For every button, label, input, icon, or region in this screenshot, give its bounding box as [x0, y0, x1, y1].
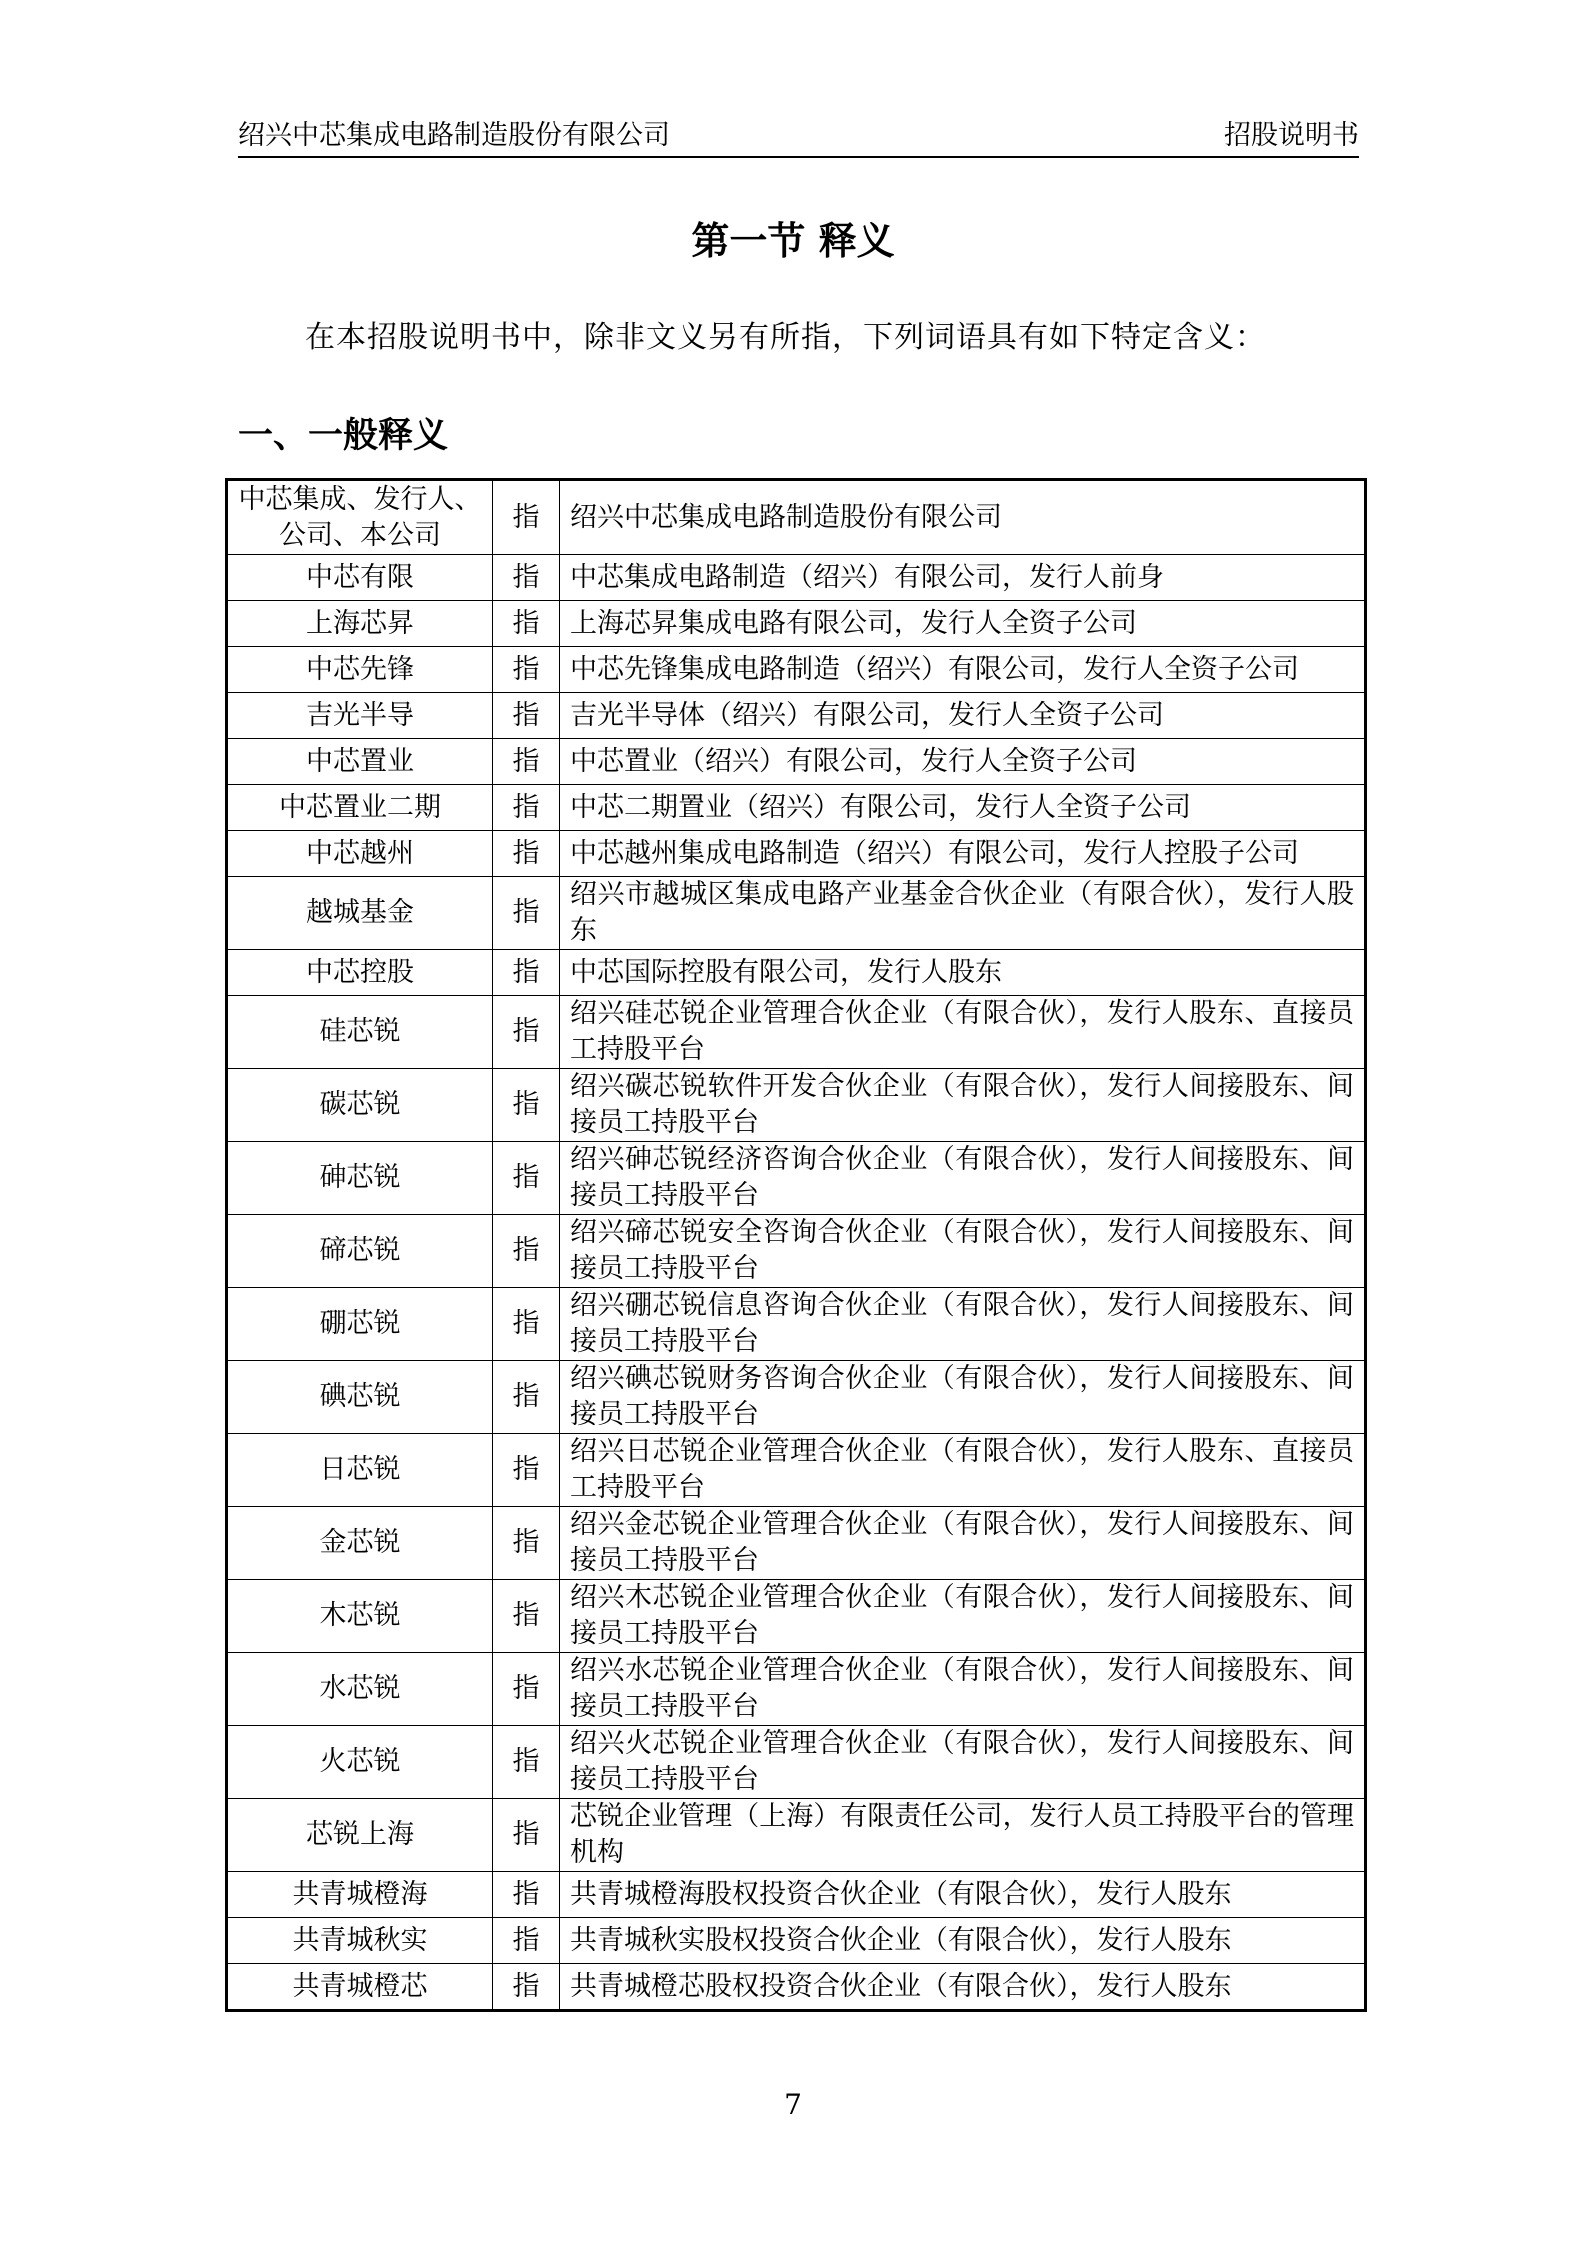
term-cell: 共青城橙芯 [227, 1964, 493, 2011]
refers-cell: 指 [493, 1964, 560, 2011]
meaning-cell: 绍兴市越城区集成电路产业基金合伙企业（有限合伙），发行人股东 [560, 877, 1366, 950]
meaning-cell: 共青城橙海股权投资合伙企业（有限合伙），发行人股东 [560, 1872, 1366, 1918]
meaning-cell: 中芯国际控股有限公司，发行人股东 [560, 950, 1366, 996]
refers-cell: 指 [493, 1288, 560, 1361]
term-cell: 日芯锐 [227, 1434, 493, 1507]
table-row [227, 1580, 1366, 1653]
term-cell: 碳芯锐 [227, 1069, 493, 1142]
refers-cell: 指 [493, 1361, 560, 1434]
term-cell: 中芯置业二期 [227, 785, 493, 831]
term-cell: 金芯锐 [227, 1507, 493, 1580]
page-title: 第一节 释义 [691, 219, 895, 263]
refers-cell: 指 [493, 1142, 560, 1215]
meaning-cell: 绍兴水芯锐企业管理合伙企业（有限合伙），发行人间接股东、间接员工持股平台 [560, 1653, 1366, 1726]
meaning-cell: 绍兴碳芯锐软件开发合伙企业（有限合伙），发行人间接股东、间接员工持股平台 [560, 1069, 1366, 1142]
table-row [227, 1918, 1366, 1964]
refers-cell: 指 [493, 1434, 560, 1507]
term-cell: 上海芯昇 [227, 601, 493, 647]
section-heading: 一、一般释义 [238, 416, 449, 456]
term-cell: 中芯控股 [227, 950, 493, 996]
meaning-cell: 绍兴日芯锐企业管理合伙企业（有限合伙），发行人股东、直接员工持股平台 [560, 1434, 1366, 1507]
term-cell: 中芯集成、发行人、公司、本公司 [227, 480, 493, 555]
refers-cell: 指 [493, 739, 560, 785]
meaning-cell: 中芯先锋集成电路制造（绍兴）有限公司，发行人全资子公司 [560, 647, 1366, 693]
term-cell: 中芯越州 [227, 831, 493, 877]
table-row [227, 1964, 1366, 2011]
refers-cell: 指 [493, 1507, 560, 1580]
header-doc-type: 招股说明书 [1224, 120, 1359, 151]
term-cell: 越城基金 [227, 877, 493, 950]
table-row [227, 1726, 1366, 1799]
term-cell: 芯锐上海 [227, 1799, 493, 1872]
meaning-cell: 中芯越州集成电路制造（绍兴）有限公司，发行人控股子公司 [560, 831, 1366, 877]
intro-paragraph: 在本招股说明书中，除非文义另有所指，下列词语具有如下特定含义： [305, 320, 1266, 355]
term-cell: 硅芯锐 [227, 996, 493, 1069]
term-cell: 中芯有限 [227, 555, 493, 601]
term-cell: 硼芯锐 [227, 1288, 493, 1361]
meaning-cell: 上海芯昇集成电路有限公司，发行人全资子公司 [560, 601, 1366, 647]
meaning-cell: 绍兴碘芯锐财务咨询合伙企业（有限合伙），发行人间接股东、间接员工持股平台 [560, 1361, 1366, 1434]
refers-cell: 指 [493, 1918, 560, 1964]
refers-cell: 指 [493, 877, 560, 950]
table-row [227, 1653, 1366, 1726]
meaning-cell: 绍兴硼芯锐信息咨询合伙企业（有限合伙），发行人间接股东、间接员工持股平台 [560, 1288, 1366, 1361]
table-row [227, 739, 1366, 785]
refers-cell: 指 [493, 555, 560, 601]
table-row [227, 1434, 1366, 1507]
term-cell: 碲芯锐 [227, 1215, 493, 1288]
refers-cell: 指 [493, 785, 560, 831]
table-row [227, 996, 1366, 1069]
term-cell: 砷芯锐 [227, 1142, 493, 1215]
refers-cell: 指 [493, 831, 560, 877]
refers-cell: 指 [493, 950, 560, 996]
table-row [227, 693, 1366, 739]
refers-cell: 指 [493, 647, 560, 693]
table-row [227, 480, 1366, 555]
term-cell: 吉光半导 [227, 693, 493, 739]
meaning-cell: 绍兴砷芯锐经济咨询合伙企业（有限合伙），发行人间接股东、间接员工持股平台 [560, 1142, 1366, 1215]
term-cell: 共青城秋实 [227, 1918, 493, 1964]
refers-cell: 指 [493, 1653, 560, 1726]
table-row [227, 1069, 1366, 1142]
meaning-cell: 共青城橙芯股权投资合伙企业（有限合伙），发行人股东 [560, 1964, 1366, 2011]
meaning-cell: 绍兴碲芯锐安全咨询合伙企业（有限合伙），发行人间接股东、间接员工持股平台 [560, 1215, 1366, 1288]
table-row [227, 1361, 1366, 1434]
table-row [227, 831, 1366, 877]
table-row [227, 555, 1366, 601]
meaning-cell: 中芯二期置业（绍兴）有限公司，发行人全资子公司 [560, 785, 1366, 831]
meaning-cell: 绍兴木芯锐企业管理合伙企业（有限合伙），发行人间接股东、间接员工持股平台 [560, 1580, 1366, 1653]
meaning-cell: 绍兴硅芯锐企业管理合伙企业（有限合伙），发行人股东、直接员工持股平台 [560, 996, 1366, 1069]
refers-cell: 指 [493, 1799, 560, 1872]
meaning-cell: 中芯置业（绍兴）有限公司，发行人全资子公司 [560, 739, 1366, 785]
table-row [227, 601, 1366, 647]
refers-cell: 指 [493, 1215, 560, 1288]
table-row [227, 1507, 1366, 1580]
meaning-cell: 绍兴火芯锐企业管理合伙企业（有限合伙），发行人间接股东、间接员工持股平台 [560, 1726, 1366, 1799]
term-cell: 火芯锐 [227, 1726, 493, 1799]
definitions-table [225, 478, 1367, 2012]
term-cell: 共青城橙海 [227, 1872, 493, 1918]
table-row [227, 647, 1366, 693]
refers-cell: 指 [493, 1726, 560, 1799]
refers-cell: 指 [493, 601, 560, 647]
refers-cell: 指 [493, 693, 560, 739]
table-row [227, 1142, 1366, 1215]
term-cell: 碘芯锐 [227, 1361, 493, 1434]
header-company: 绍兴中芯集成电路制造股份有限公司 [238, 120, 670, 151]
refers-cell: 指 [493, 480, 560, 555]
meaning-cell: 绍兴中芯集成电路制造股份有限公司 [560, 480, 1366, 555]
meaning-cell: 中芯集成电路制造（绍兴）有限公司，发行人前身 [560, 555, 1366, 601]
page-number: 7 [784, 2088, 802, 2121]
refers-cell: 指 [493, 996, 560, 1069]
table-row [227, 1288, 1366, 1361]
refers-cell: 指 [493, 1069, 560, 1142]
refers-cell: 指 [493, 1872, 560, 1918]
refers-cell: 指 [493, 1580, 560, 1653]
meaning-cell: 吉光半导体（绍兴）有限公司，发行人全资子公司 [560, 693, 1366, 739]
table-row [227, 1872, 1366, 1918]
meaning-cell: 芯锐企业管理（上海）有限责任公司，发行人员工持股平台的管理机构 [560, 1799, 1366, 1872]
table-row [227, 1799, 1366, 1872]
page-header [238, 108, 1359, 158]
table-row [227, 950, 1366, 996]
term-cell: 木芯锐 [227, 1580, 493, 1653]
term-cell: 中芯先锋 [227, 647, 493, 693]
table-row [227, 877, 1366, 950]
meaning-cell: 共青城秋实股权投资合伙企业（有限合伙），发行人股东 [560, 1918, 1366, 1964]
table-row [227, 785, 1366, 831]
term-cell: 中芯置业 [227, 739, 493, 785]
table-row [227, 1215, 1366, 1288]
meaning-cell: 绍兴金芯锐企业管理合伙企业（有限合伙），发行人间接股东、间接员工持股平台 [560, 1507, 1366, 1580]
term-cell: 水芯锐 [227, 1653, 493, 1726]
